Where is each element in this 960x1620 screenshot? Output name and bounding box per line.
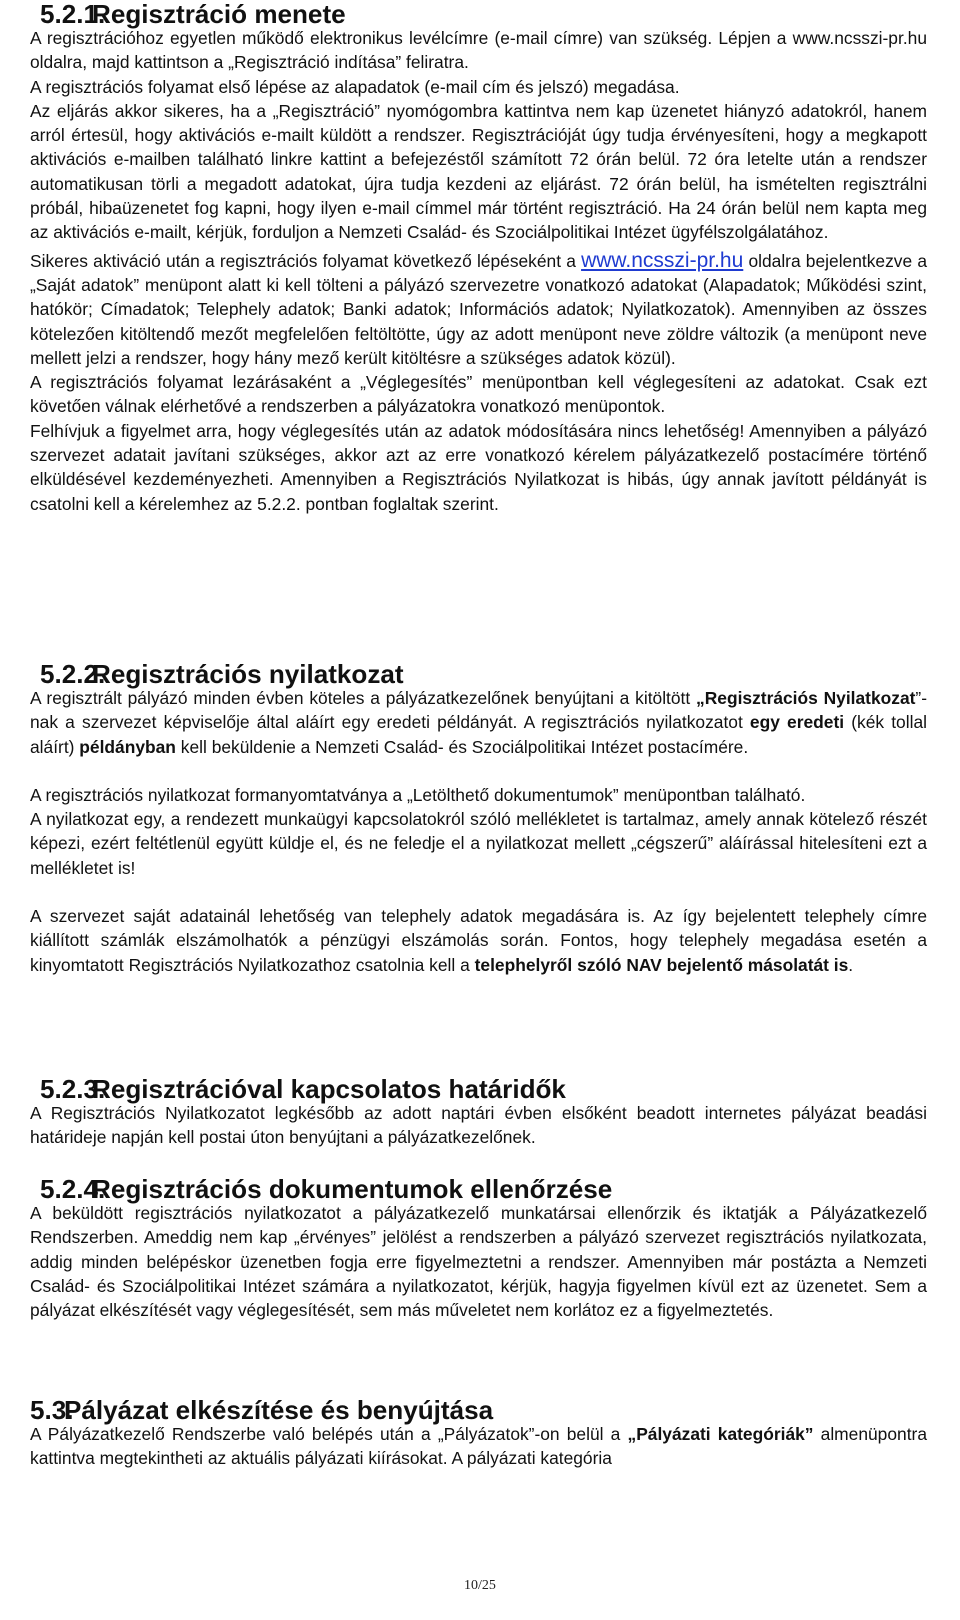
heading-title: Regisztrációs nyilatkozat (92, 659, 404, 689)
heading-number: 5.2.2. (40, 659, 106, 689)
section-5-2-4-body (30, 1201, 927, 1322)
section-5-2-3-body (30, 1101, 927, 1150)
page-number: 10/25 (464, 1578, 496, 1593)
paragraph: A regisztrációs folyamat első lépése az alapadatok (e-mail cím és jelszó) megadása. (30, 76, 680, 97)
paragraph: A regisztrációs folyamat lezárásaként a „Véglegesítés” menüpontban kell véglegesíteni az adatokat. Csak ezt követően válnak elérhetővé a rendszerben a pályázatokra vonatkozó menüpontok. (30, 372, 927, 417)
paragraph (30, 904, 927, 977)
text: A szervezet saját adatainál lehetőség van telephely adatok megadására is. Az így bejelentett telephely címre kiállított számlák elszámolhatók a pénzügyi elszámolás során. Fontos, hogy telephely megadása esetén a kinyomtatott Regisztrációs Nyilatkozathoz csatolnia kell a (30, 906, 927, 975)
text: Sikeres aktiváció után a regisztrációs folyamat következő lépéseként a (30, 250, 582, 271)
text-bold: példányban (79, 736, 176, 757)
paragraph-with-link (30, 249, 927, 370)
heading-5-2-1 (40, 0, 346, 29)
paragraph: A beküldött regisztrációs nyilatkozatot a pályázatkezelő munkatársai ellenőrzik és iktatják a Pályázatkezelő Rendszerben. Ameddig nem kap „érvényes” jelölést a rendszerben a pályázó szervezet regisztrációs nyilatkozata, addig minden belépéskor üzenetben fogja erre figyelmeztetni a rendszer. Amennyiben már postázta a Nemzeti Család- és Szociálpolitikai Intézet számára a nyilatkozatot, kérjük, hagyja figyelmen kívül ezt az üzenetet. Sem a pályázat elkészítését vagy véglegesítését, sem más műveletet nem korlátoz ez a figyelmeztetés. (30, 1203, 927, 1321)
ncsszi-link[interactable]: www.ncsszi-pr.hu (581, 248, 744, 272)
section-5-2-2-body (30, 686, 927, 977)
text: A Pályázatkezelő Rendszerbe való belépés után a „Pályázatok”-on belül a (30, 1424, 628, 1444)
heading-number: 5.2.1. (40, 0, 106, 29)
heading-5-2-4 (40, 1174, 613, 1204)
text-bold: telephelyről szóló NAV bejelentő másolatát is (474, 954, 849, 975)
paragraph (30, 1422, 927, 1471)
paragraph (30, 686, 927, 759)
paragraph: A regisztrációhoz egyetlen működő elektronikus levélcímre (e-mail címre) van szükség. Lépjen a www.ncsszi-pr.hu oldalra, majd kattintson a „Regisztráció indítása” feliratra. (30, 28, 927, 73)
text: oldalra bejelentkezve a „Saját adatok” menüpont alatt ki kell tölteni a pályázó szervezetre vonatkozó adatokat (Alapadatok; Működési szint, hatókör; Címadatok; Telephely adatok; Banki adatok; Információs adatok; Nyilatkozatok). Amennyiben az összes kötelezően kitöltendő mezőt megfelelően feltöltötte, úgy az adott menüpont neve zöldre változik (a menüpont neve mellett jelzi a rendszer, hogy hány mező került kitöltésre a szükséges adatok közül). (30, 250, 927, 368)
text: ”-nak a szervezet képviselője által aláírt egy eredeti példányát. A regisztrációs nyilatkozatot (30, 688, 928, 733)
text-bold: egy eredeti (749, 712, 845, 733)
heading-title: Regisztrációval kapcsolatos határidők (92, 1074, 566, 1104)
text: kell beküldenie a Nemzeti Család- és Szociálpolitikai Intézet postacímére. (175, 736, 749, 757)
heading-title: Regisztráció menete (92, 0, 346, 29)
heading-number: 5.2.4. (40, 1174, 106, 1204)
paragraph: Felhívjuk a figyelmet arra, hogy véglegesítés után az adatok módosítására nincs lehetőség! Amennyiben a pályázó szervezet adatait javítani szükséges, akkor azt az erre vonatkozó kérelem pályázatkezelő postacímére történő elküldésével kezdeményezheti. Amennyiben a Regisztrációs Nyilatkozat is hibás, úgy annak javított példányát is csatolni kell a kérelemhez az 5.2.2. pontban foglaltak szerint. (30, 420, 927, 514)
section-5-2-1-body (30, 26, 927, 516)
text: A regisztrált pályázó minden évben köteles a pályázatkezelőnek benyújtani a kitöltött (30, 688, 697, 708)
paragraph: A nyilatkozat egy, a rendezett munkaügyi kapcsolatokról szóló mellékletet is tartalmaz, amely annak kötelező részét képezi, ezért feltétlenül együtt küldje el, és ne feledje el a nyilatkozat mellett „cégszerű” aláírással hitelesíteni ezt a mellékletet is! (30, 809, 927, 878)
heading-number: 5.2.3. (40, 1074, 106, 1104)
section-5-3-body (30, 1422, 927, 1471)
paragraph: A regisztrációs nyilatkozat formanyomtatványa a „Letölthető dokumentumok” menüpontban található. (30, 784, 806, 805)
heading-5-3 (30, 1395, 494, 1425)
paragraph: A Regisztrációs Nyilatkozatot legkésőbb az adott naptári évben elsőként beadott internetes pályázat beadási határideje napján kell postai úton benyújtani a pályázatkezelőnek. (30, 1103, 927, 1148)
heading-title: Pályázat elkészítése és benyújtása (64, 1395, 494, 1425)
heading-5-2-2 (40, 659, 404, 689)
text: . (848, 954, 854, 975)
text: (kék tollal aláírt) (30, 712, 927, 757)
text-bold: „Regisztrációs Nyilatkozat (696, 688, 916, 708)
text: almenüpontra kattintva megtekintheti az aktuális pályázati kiírásokat. A pályázati kategória (30, 1424, 927, 1469)
heading-number: 5.3. (30, 1395, 74, 1425)
paragraph: Az eljárás akkor sikeres, ha a „Regisztráció” nyomógombra kattintva nem kap üzenetet hiányzó adatokról, hanem arról értesül, hogy aktivációs e-mailt küldött a rendszer. Regisztrációját úgy tudja érvényesíteni, hogy a megkapott aktivációs e-mailben található linkre kattint a befejezéstől számított 72 órán belül. 72 óra letelte után a rendszer automatikusan törli a megadott adatokat, újra tudja kezdeni az eljárást. 72 órán belül, ha ismételten regisztrálni próbál, hibaüzenetet fog kapni, hogy ilyen e-mail címmel már történt regisztráció. Ha 24 órán belül nem kapta meg az aktivációs e-mailt, kérjük, forduljon a Nemzeti Család- és Szociálpolitikai Intézet ügyfélszolgálatához. (30, 100, 927, 243)
heading-5-2-3 (40, 1074, 566, 1104)
text-bold: „Pályázati kategóriák” (627, 1424, 814, 1444)
heading-title: Regisztrációs dokumentumok ellenőrzése (92, 1174, 613, 1204)
